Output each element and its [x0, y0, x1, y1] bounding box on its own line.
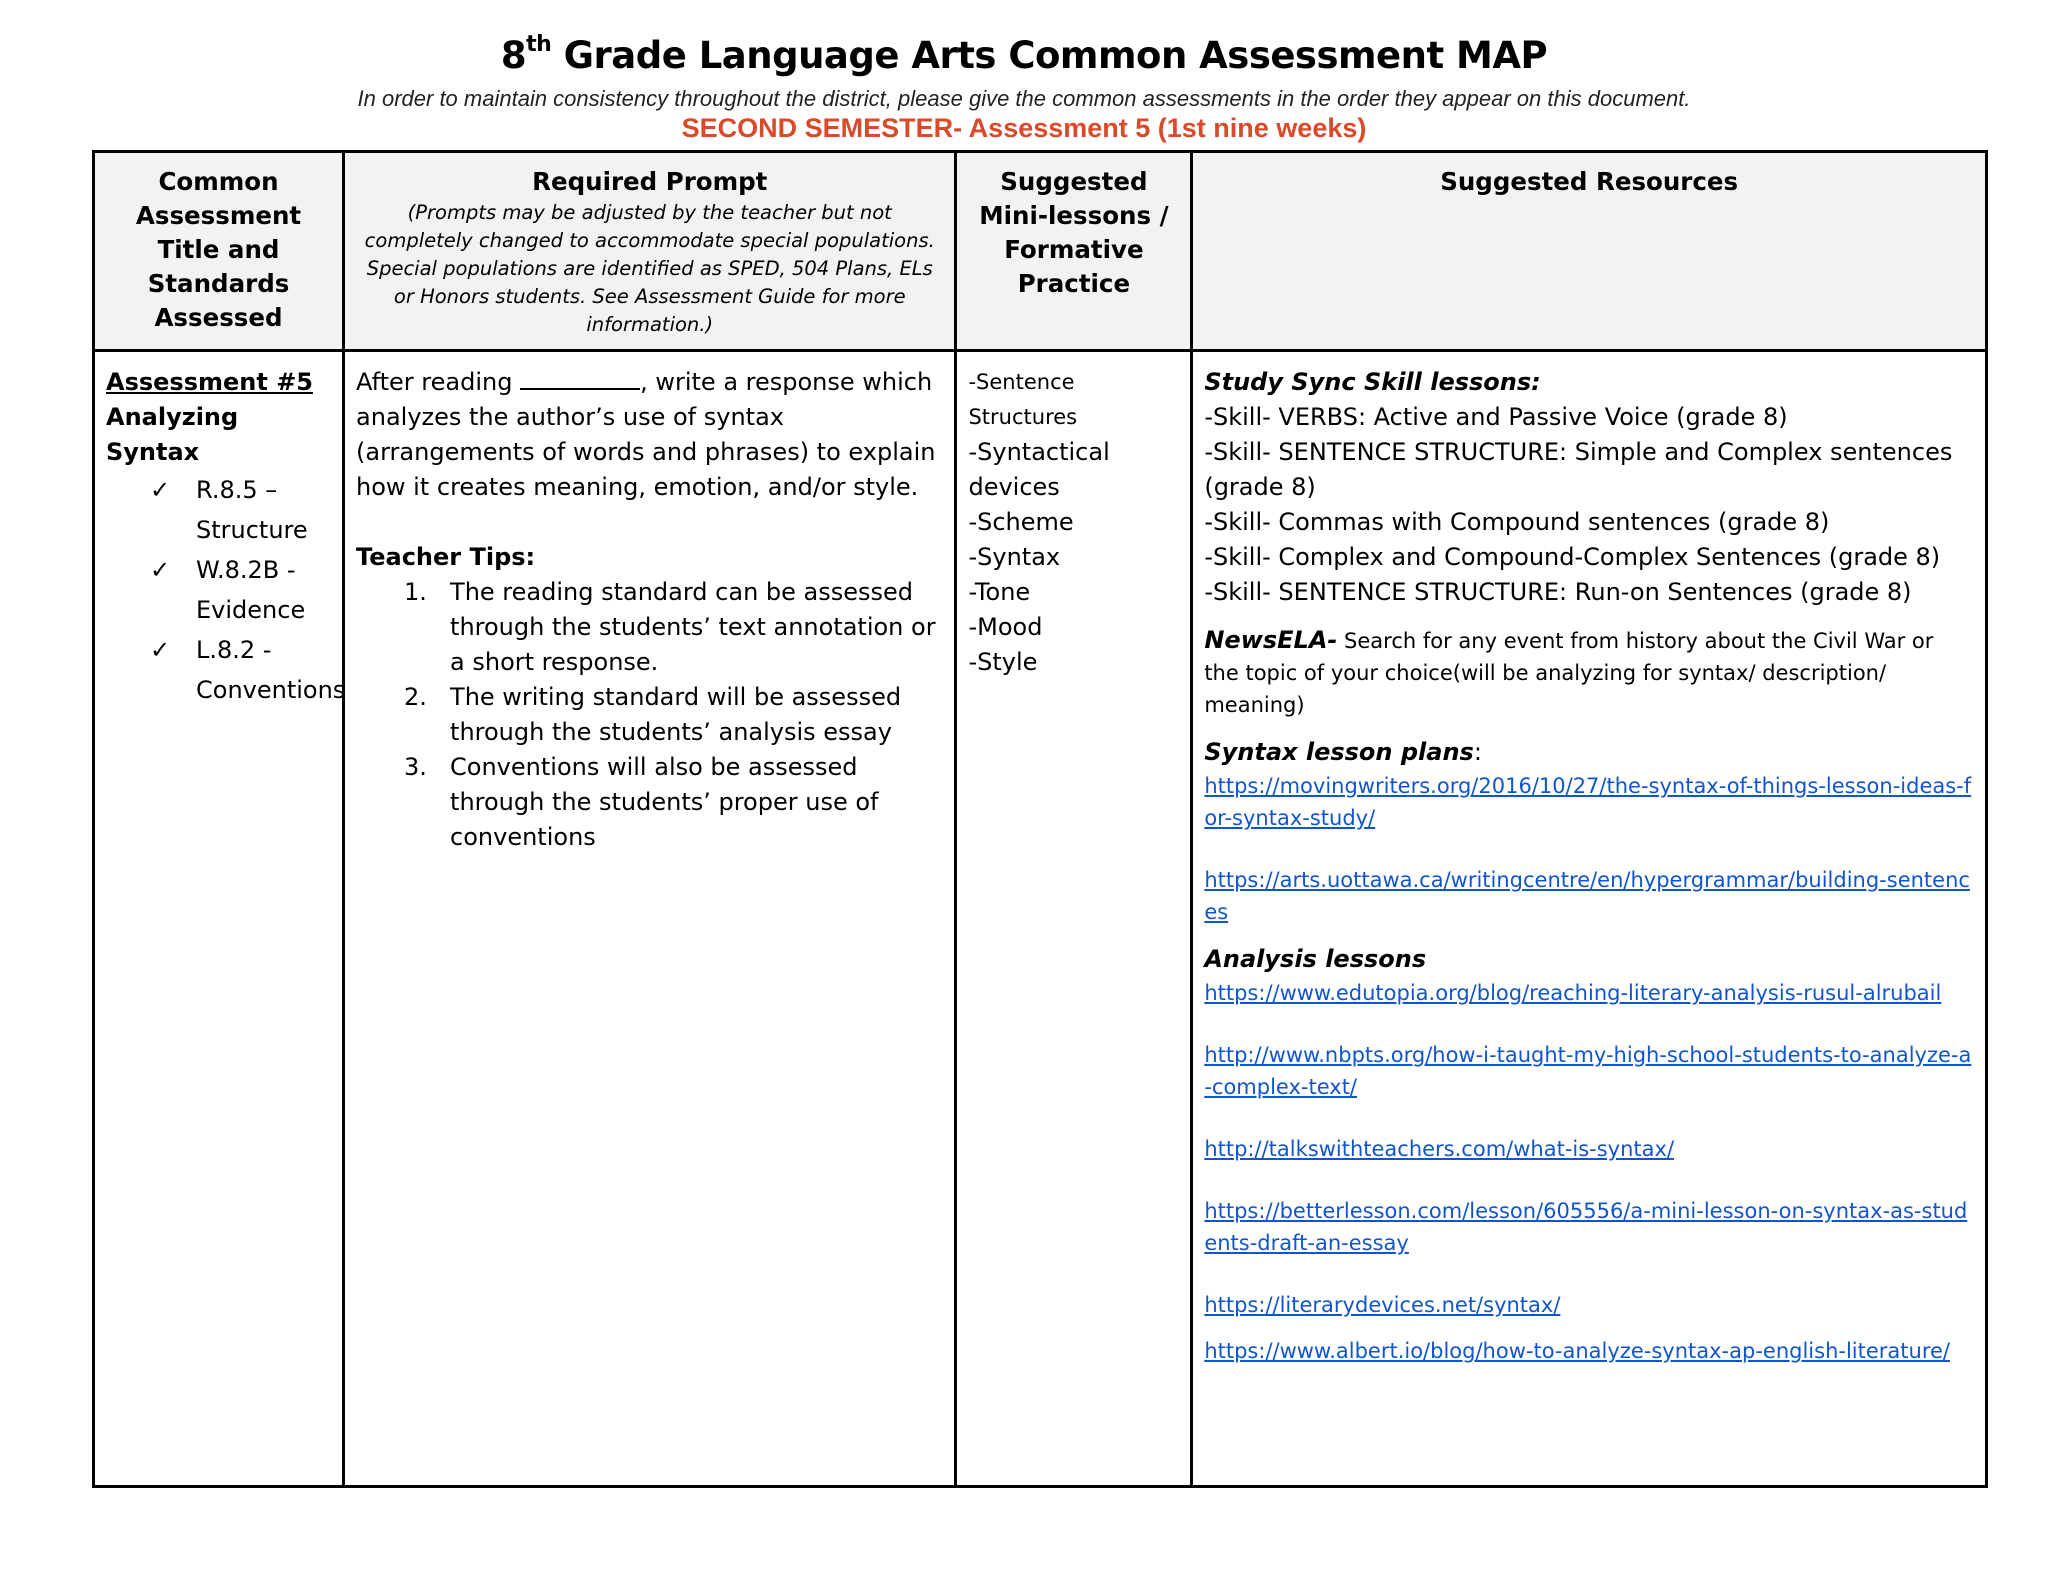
semester-heading: SECOND SEMESTER- Assessment 5 (1st nine weeks): [681, 113, 1367, 143]
prompt-cell: [344, 351, 956, 1487]
syntax-heading-text: Syntax lesson plans: [1204, 738, 1474, 766]
list-item: -Skill- SENTENCE STRUCTURE: Simple and Complex sentences (grade 8): [1204, 438, 1953, 501]
list-item: [150, 550, 331, 630]
header-mini-lessons: [956, 152, 1192, 351]
syntax-lesson-plans-heading: [1204, 735, 1974, 770]
standard-code: R.8.5 –: [196, 476, 278, 504]
title-superscript: th: [526, 31, 552, 57]
list-item: -Syntactical devices: [968, 438, 1110, 501]
resource-link[interactable]: http://talkswithteachers.com/what-is-syntax/: [1204, 1137, 1675, 1161]
list-item: [150, 470, 331, 550]
teacher-tips-list: [356, 575, 943, 855]
header-required-prompt-note: (Prompts may be adjusted by the teacher but not completely changed to accommodate special populations. Special populations are identified as SPED, 504 Plans, ELs or Honors students. See Assessment Guide for more information.): [364, 201, 935, 336]
check-icon: ✓: [150, 476, 171, 504]
list-item: [150, 630, 346, 710]
resource-link[interactable]: https://www.edutopia.org/blog/reaching-literary-analysis-rusul-alrubail: [1204, 981, 1942, 1005]
list-item: -Sentence Structures: [968, 370, 1078, 429]
tip-number: 3.: [404, 753, 427, 781]
list-item: [404, 680, 943, 750]
analysis-lessons-heading: Analysis lessons: [1204, 945, 1427, 973]
newsela-text: Search for any event from history about the Civil War or the topic of your choice(will be analyzing for syntax/ description/ meaning): [1204, 629, 1934, 717]
standard-label: Evidence: [196, 596, 306, 624]
page-title: [0, 31, 2048, 77]
resource-link[interactable]: http://www.nbpts.org/how-i-taught-my-high-school-students-to-analyze-a-complex-text/: [1204, 1043, 1972, 1099]
check-icon: ✓: [150, 556, 171, 584]
list-item: -Skill- SENTENCE STRUCTURE: Run-on Sentences (grade 8): [1204, 578, 1912, 606]
assessment-cell: [94, 351, 344, 1487]
header-assessment-title: [94, 152, 344, 351]
header-mini-lessons-label: Suggested Mini-lessons / Formative Practice: [979, 167, 1169, 298]
assessment-number: Assessment #5: [106, 368, 313, 396]
assessment-map-table: [92, 150, 1988, 1488]
list-item: -Skill- Commas with Compound sentences (grade 8): [1204, 508, 1830, 536]
standard-code: W.8.2B -: [196, 556, 296, 584]
prompt-blank: [520, 366, 640, 390]
study-sync-heading: Study Sync Skill lessons:: [1204, 368, 1541, 396]
header-resources-label: Suggested Resources: [1440, 167, 1739, 196]
page-subtitle: In order to maintain consistency throughout the district, please give the common assessments in the order they appear on this document.: [357, 86, 1691, 111]
standards-list: [106, 470, 346, 710]
resource-link[interactable]: https://arts.uottawa.ca/writingcentre/en/hypergrammar/building-sentences: [1204, 868, 1970, 924]
list-item: -Syntax: [968, 543, 1061, 571]
resources-cell: [1192, 351, 1987, 1487]
check-icon: ✓: [150, 636, 171, 664]
mini-lessons-cell: [956, 351, 1192, 1487]
list-item: [404, 750, 943, 855]
standard-code: L.8.2 -: [196, 636, 272, 664]
tip-number: 2.: [404, 683, 427, 711]
tip-text: The writing standard will be assessed through the students’ analysis essay: [450, 683, 902, 746]
list-item: -Style: [968, 648, 1038, 676]
standard-label: Structure: [196, 516, 308, 544]
table-row: [94, 351, 1987, 1487]
prompt-lead: After reading: [356, 368, 513, 396]
list-item: -Skill- VERBS: Active and Passive Voice (grade 8): [1204, 403, 1788, 431]
resource-link[interactable]: https://www.albert.io/blog/how-to-analyze-syntax-ap-english-literature/: [1204, 1339, 1950, 1363]
list-item: -Scheme: [968, 508, 1074, 536]
title-number: 8: [500, 34, 527, 77]
teacher-tips-heading: Teacher Tips:: [356, 543, 536, 571]
tip-text: Conventions will also be assessed through the students’ proper use of conventions: [450, 753, 879, 851]
assessment-name: Analyzing Syntax: [106, 403, 239, 466]
tip-number: 1.: [404, 578, 427, 606]
list-item: -Mood: [968, 613, 1043, 641]
resource-link[interactable]: https://literarydevices.net/syntax/: [1204, 1293, 1561, 1317]
header-required-prompt-label: Required Prompt: [532, 167, 768, 196]
header-required-prompt: [344, 152, 956, 351]
syntax-heading-colon: :: [1473, 738, 1482, 766]
standard-label: Conventions: [196, 676, 346, 704]
resource-link[interactable]: https://betterlesson.com/lesson/605556/a-mini-lesson-on-syntax-as-students-draft-an-essay: [1204, 1199, 1968, 1255]
list-item: -Skill- Complex and Compound-Complex Sentences (grade 8): [1204, 543, 1941, 571]
tip-text: The reading standard can be assessed through the students’ text annotation or a short response.: [450, 578, 936, 676]
table-header-row: [94, 152, 1987, 351]
list-item: -Tone: [968, 578, 1031, 606]
list-item: [404, 575, 943, 680]
header-resources: [1192, 152, 1987, 351]
resource-link[interactable]: https://movingwriters.org/2016/10/27/the-syntax-of-things-lesson-ideas-for-syntax-study/: [1204, 774, 1972, 830]
prompt-text: [356, 365, 943, 505]
header-assessment-title-label: Common Assessment Title and Standards Assessed: [135, 167, 302, 332]
newsela-label: NewsELA-: [1204, 626, 1338, 654]
newsela-paragraph: [1204, 624, 1974, 721]
title-text: Grade Language Arts Common Assessment MAP: [551, 34, 1548, 77]
prompt-body: , write a response which analyzes the author’s use of syntax (arrangements of words and phrases) to explain how it creates meaning, emotion, and/or style.: [356, 368, 936, 501]
